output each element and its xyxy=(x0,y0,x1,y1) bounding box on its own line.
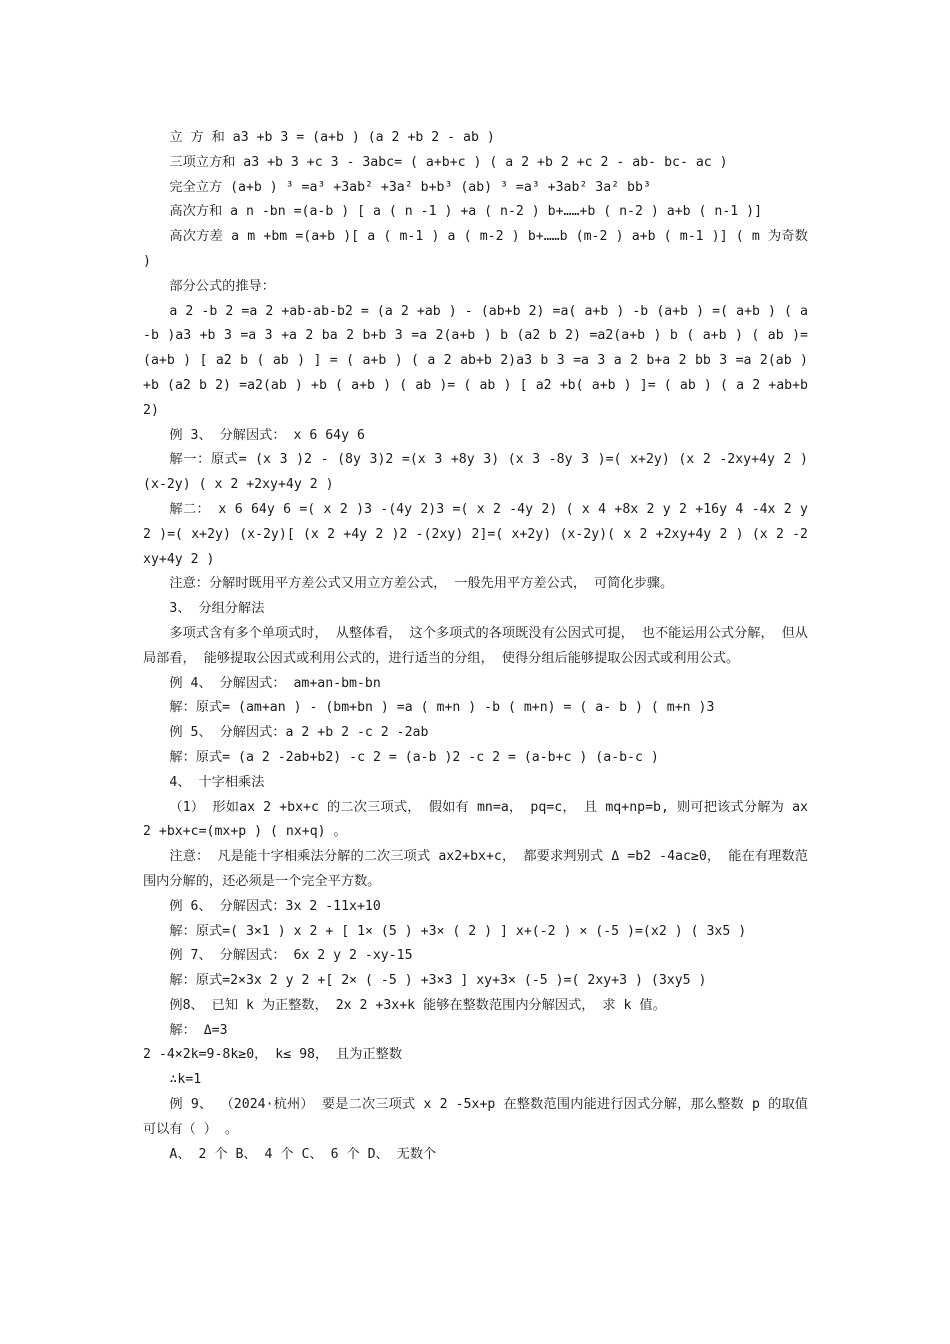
text-line: 高次方差 a m +bm =(a+b )[ a ( m-1 ) a ( m-2 ) b+……b (m-2 ) a+b ( m-1 )] ( m 为奇数 ) xyxy=(143,229,808,269)
text-line: ∴k=1 xyxy=(169,1072,202,1088)
text-line: 注意：分解时既用平方差公式又用立方差公式， 一般先用平方差公式， 可简化步骤。 xyxy=(169,576,674,592)
text-line: 例 9、 （2024·杭州） 要是二次三项式 x 2 -5x+p 在整数范围内能进行因式分解，那么整数 p 的取值可以有（ ） 。 xyxy=(143,1097,808,1137)
section-heading: 4、 十字相乘法 xyxy=(169,774,265,790)
text-line: 例 6、 分解因式：3x 2 -11x+10 xyxy=(169,898,381,914)
text-line: 解：原式= (am+an ) - (bm+bn ) =a ( m+n ) -b ( m+n) = ( a- b ) ( m+n )3 xyxy=(169,700,715,716)
text-line: 解一：原式= (x 3 )2 - (8y 3)2 =(x 3 +8y 3) (x 3 -8y 3 )=( x+2y) (x 2 -2xy+4y 2 ) (x-2y) ( x 2 +2xy+4y 2 ) xyxy=(143,452,808,493)
text-line: 多项式含有多个单项式时， 从整体看， 这个多项式的各项既没有公因式可提， 也不能运用公式分解， 但从局部看， 能够提取公因式或利用公式的，进行适当的分组， 使得分组后能够提取公因式或利用公式。 xyxy=(143,625,808,666)
text-line: 例 5、 分解因式：a 2 +b 2 -c 2 -2ab xyxy=(169,725,429,741)
text-line: 三项立方和 a3 +b 3 +c 3 - 3abc= ( a+b+c ) ( a 2 +b 2 +c 2 - ab- bc- ac ) xyxy=(169,154,728,170)
text-line: 解：原式= (a 2 -2ab+b2) -c 2 = (a-b )2 -c 2 = (a-b+c ) (a-b-c ) xyxy=(169,749,659,765)
text-line: 完全立方 (a+b ) ³ =a³ +3ab² +3a² b+b³ (ab) ³ =a³ +3ab² 3a² bb³ xyxy=(169,179,651,195)
text-line: 例8、 已知 k 为正整数， 2x 2 +3x+k 能够在整数范围内分解因式， 求 k 值。 xyxy=(169,997,666,1013)
text-line: 立 方 和 a3 +b 3 = (a+b ) (a 2 +b 2 - ab ) xyxy=(169,130,495,145)
text-line: 例 4、 分解因式： am+an-bm-bn xyxy=(169,675,381,691)
text-line: 例 3、 分解因式： x 6 64y 6 xyxy=(169,427,365,443)
text-line: 例 7、 分解因式： 6x 2 y 2 -xy-15 xyxy=(169,948,413,964)
text-line: a 2 -b 2 =a 2 +ab-ab-b2 = (a 2 +ab ) - (ab+b 2) =a( a+b ) -b (a+b ) =( a+b ) ( a-b )a3 +b 3 =a 3 +a 2 ba 2 b+b 3 =a 2(a+b ) b (a2 b 2) =a2(a+b ) b ( a+b ) ( ab )=(a+b ) [ a2 b ( ab ) ] = ( a+b ) ( a 2 ab+b 2)a3 b 3 =a 3 a 2 b+a 2 bb 3 =a 2(ab ) +b (a2 b 2) =a2(ab ) +b ( a+b ) ( ab )= ( ab ) [ a2 +b( a+b ) ]= ( ab ) ( a 2 +ab+b 2) xyxy=(143,303,808,418)
text-line: 2 -4×2k=9-8k≥0， k≤ 98， 且为正整数 xyxy=(143,1047,403,1063)
text-line: 高次方和 a n -bn =(a-b ) [ a ( n -1 ) +a ( n-2 ) b+……+b ( n-2 ) a+b ( n-1 )] xyxy=(169,204,763,220)
text-line: 解：原式=( 3×1 ) x 2 + [ 1× (5 ) +3× ( 2 ) ] x+(-2 ) × (-5 )=(x2 ) ( 3x5 ) xyxy=(169,923,747,939)
text-line: （1） 形如ax 2 +bx+c 的二次三项式， 假如有 mn=a， pq=c， 且 mq+np=b, 则可把该式分解为 ax 2 +bx+c=(mx+p ) ( nx+q) 。 xyxy=(143,799,808,840)
answer-options: A、 2 个 B、 4 个 C、 6 个 D、 无数个 xyxy=(169,1146,437,1162)
text-line: 注意： 凡是能十字相乘法分解的二次三项式 ax2+bx+c， 都要求判别式 Δ =b2 -4ac≥0， 能在有理数范围内分解的，还必须是一个完全平方数。 xyxy=(143,849,808,889)
text-line: 部分公式的推导： xyxy=(169,278,275,294)
section-heading: 3、 分组分解法 xyxy=(169,601,265,617)
text-line: 解二： x 6 64y 6 =( x 2 )3 -(4y 2)3 =( x 2 -4y 2) ( x 4 +8x 2 y 2 +16y 4 -4x 2 y 2 )=( x+2y) (x-2y)[ (x 2 +4y 2 )2 -(2xy) 2]=( x+2y) (x-2y)( x 2 +2xy+4y 2 ) (x 2 -2xy+4y 2 ) xyxy=(143,501,808,567)
text-line: 解： Δ=3 xyxy=(169,1022,228,1038)
text-line: 解：原式=2×3x 2 y 2 +[ 2× ( -5 ) +3×3 ] xy+3× (-5 )=( 2xy+3 ) (3xy5 ) xyxy=(169,973,707,989)
document-body xyxy=(143,126,808,1167)
